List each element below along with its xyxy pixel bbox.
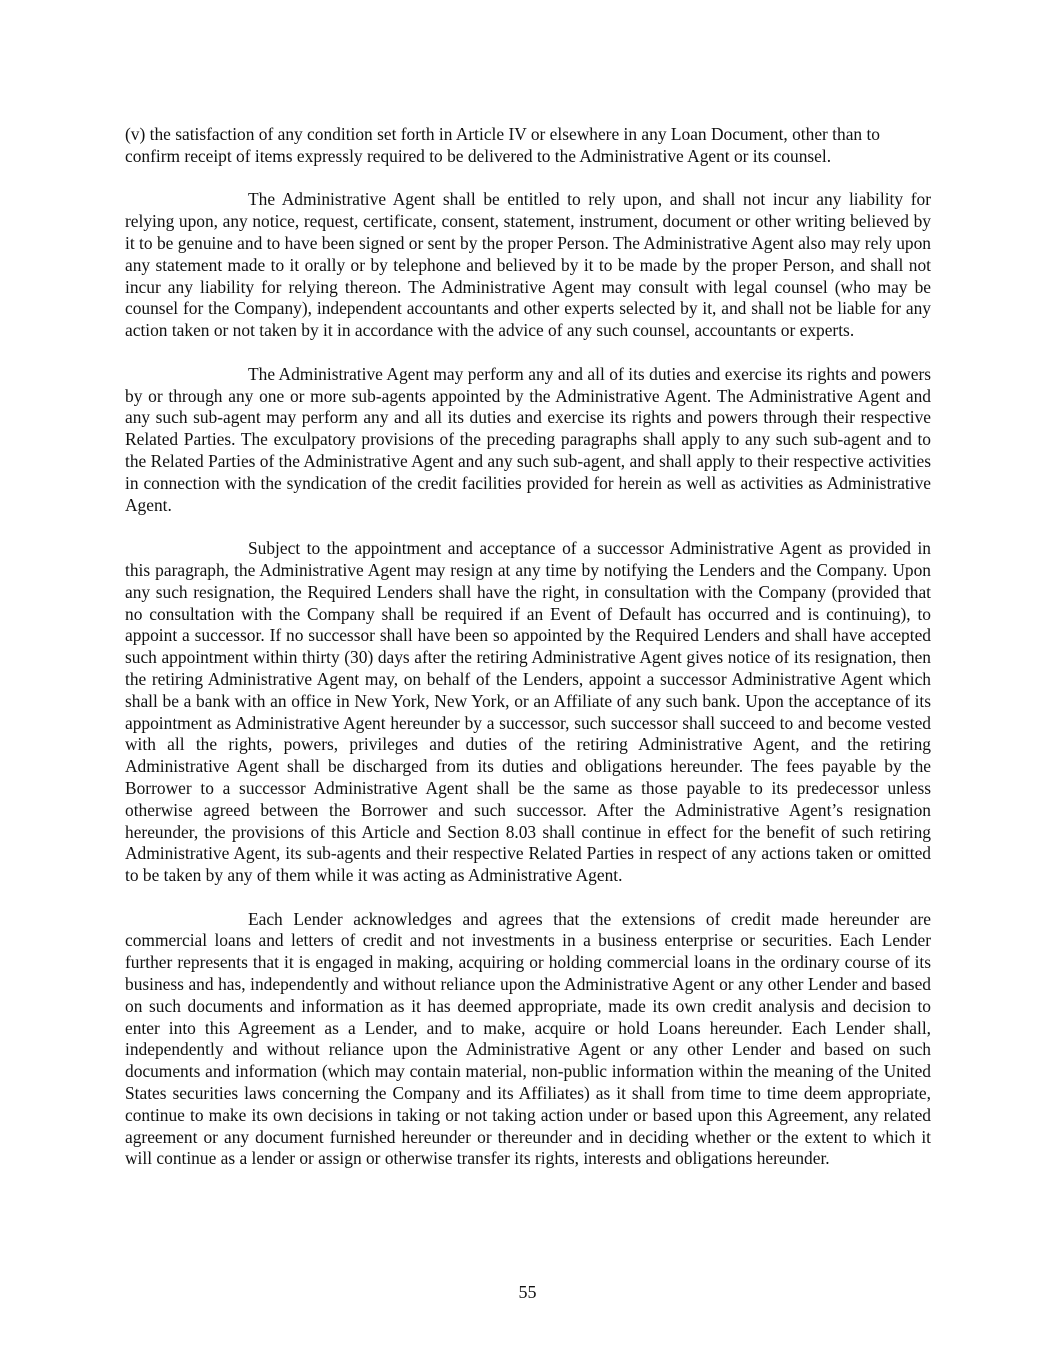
- paragraph-clause-v: (v) the satisfaction of any condition set forth in Article IV or elsewhere in any Loan Document, other than to confirm receipt of items expressly required to be delivered to the Administrative Agent or its counsel.: [125, 124, 880, 166]
- document-body: [125, 124, 931, 1192]
- paragraph-sub-agents: The Administrative Agent may perform any and all of its duties and exercise its rights and powers by or through any one or more sub-agents appointed by the Administrative Agent. The Administrative Agent and any such sub-agent may perform any and all its duties and exercise its rights and powers through their respective Related Parties. The exculpatory provisions of the preceding paragraphs shall apply to any such sub-agent and to the Related Parties of the Administrative Agent and any such sub-agent, and shall apply to their respective activities in connection with the syndication of the credit facilities provided for herein as well as activities as Administrative Agent.: [125, 363, 931, 515]
- paragraph-resignation: Subject to the appointment and acceptance of a successor Administrative Agent as provided in this paragraph, the Administrative Agent may resign at any time by notifying the Lenders and the Company. Upon any such resignation, the Required Lenders shall have the right, in consultation with the Company (provided that no consultation with the Company shall be required if an Event of Default has occurred and is continuing), to appoint a successor. If no successor shall have been so appointed by the Required Lenders and shall have accepted such appointment within thirty (30) days after the retiring Administrative Agent gives notice of its resignation, then the retiring Administrative Agent may, on behalf of the Lenders, appoint a successor Administrative Agent which shall be a bank with an office in New York, New York, or an Affiliate of any such bank. Upon the acceptance of its appointment as Administrative Agent hereunder by a successor, such successor shall succeed to and become vested with all the rights, powers, privileges and duties of the retiring Administrative Agent, and the retiring Administrative Agent shall be discharged from its duties and obligations hereunder. The fees payable by the Borrower to a successor Administrative Agent shall be the same as those payable to its predecessor unless otherwise agreed between the Borrower and such successor. After the Administrative Agent’s resignation hereunder, the provisions of this Article and Section 8.03 shall continue in effect for the benefit of such retiring Administrative Agent, its sub-agents and their respective Related Parties in respect of any actions taken or omitted to be taken by any of them while it was acting as Administrative Agent.: [125, 538, 931, 886]
- paragraph-reliance: The Administrative Agent shall be entitled to rely upon, and shall not incur any liability for relying upon, any notice, request, certificate, consent, statement, instrument, document or other writing believed by it to be genuine and to have been signed or sent by the proper Person. The Administrative Agent also may rely upon any statement made to it orally or by telephone and believed by it to be made by the proper Person, and shall not incur any liability for relying thereon. The Administrative Agent may consult with legal counsel (who may be counsel for the Company), independent accountants and other experts selected by it, and shall not be liable for any action taken or not taken by it in accordance with the advice of any such counsel, accountants or experts.: [125, 189, 931, 341]
- page-number: 55: [518, 1282, 537, 1302]
- paragraph-lender-acknowledgement: Each Lender acknowledges and agrees that the extensions of credit made hereunder are commercial loans and letters of credit and not investments in a business enterprise or securities. Each Lender further represents that it is engaged in making, acquiring or holding commercial loans in the ordinary course of its business and has, independently and without reliance upon the Administrative Agent or any other Lender and based on such documents and information as it has deemed appropriate, made its own credit analysis and decision to enter into this Agreement as a Lender, and to make, acquire or hold Loans hereunder. Each Lender shall, independently and without reliance upon the Administrative Agent or any other Lender and based on such documents and information (which may contain material, non-public information within the meaning of the United States securities laws concerning the Company and its Affiliates) as it shall from time to time deem appropriate, continue to make its own decisions in taking or not taking action under or based upon this Agreement, any related agreement or any document furnished hereunder or thereunder and in deciding whether or the extent to which it will continue as a lender or assign or otherwise transfer its rights, interests and obligations hereunder.: [125, 908, 931, 1169]
